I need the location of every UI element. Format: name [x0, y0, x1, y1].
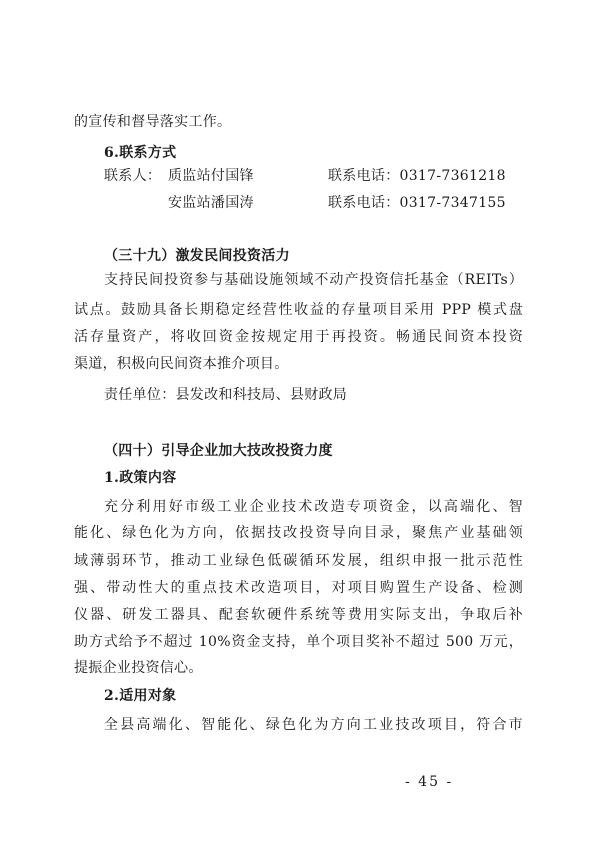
section-heading-contact: 6.联系方式 [104, 145, 177, 161]
paragraph-line: 充分利用好市级工业企业技术改造专项资金，以高端化、智 [104, 499, 523, 515]
subheading-policy: 1.政策内容 [104, 470, 177, 486]
contact-name-2: 安监站潘国涛 [168, 195, 254, 211]
paragraph-line: 助方式给予不超过 10%资金支持，单个项目奖补不超过 500 万元， [74, 634, 523, 650]
contact-phone-2: 联系电话：0317-7347155 [328, 195, 506, 211]
contact-name-1: 质监站付国锋 [168, 168, 254, 184]
subheading-target: 2.适用对象 [104, 688, 177, 704]
paragraph-line: 的宣传和督导落实工作。 [74, 114, 232, 130]
responsibility-line: 责任单位：县发改和科技局、县财政局 [104, 387, 348, 403]
paragraph-line: 提振企业投资信心。 [74, 660, 203, 676]
paragraph-line: 渠道，积极向民间资本推介项目。 [74, 356, 289, 372]
paragraph-line: 活存量资产，将收回资金按规定用于再投资。畅通民间资本投资 [74, 329, 523, 345]
paragraph-line: 支持民间投资参与基础设施领域不动产投资信托基金（REITs） [104, 272, 523, 288]
paragraph-line: 强、带动性大的重点技术改造项目，对项目购置生产设备、检测 [74, 580, 523, 596]
paragraph-line: 能化、绿色化为方向，依据技改投资导向目录，聚焦产业基础领 [74, 525, 523, 541]
paragraph-line: 仪器、研发工器具、配套软硬件系统等费用实际支出，争取后补 [74, 607, 523, 623]
paragraph-line: 全县高端化、智能化、绿色化为方向工业技改项目，符合市 [104, 717, 523, 733]
paragraph-line: 试点。鼓励具备长期稳定经营性收益的存量项目采用 PPP 模式盘 [74, 302, 523, 318]
contact-label: 联系人： [104, 168, 162, 184]
paragraph-line: 域薄弱环节，推动工业绿色低碳循环发展，组织申报一批示范性 [74, 553, 523, 569]
page-number: - 45 - [405, 774, 454, 790]
section-title-40: （四十）引导企业加大技改投资力度 [104, 443, 333, 459]
section-title-39: （三十九）激发民间投资活力 [104, 248, 290, 264]
contact-phone-1: 联系电话：0317-7361218 [328, 168, 506, 184]
